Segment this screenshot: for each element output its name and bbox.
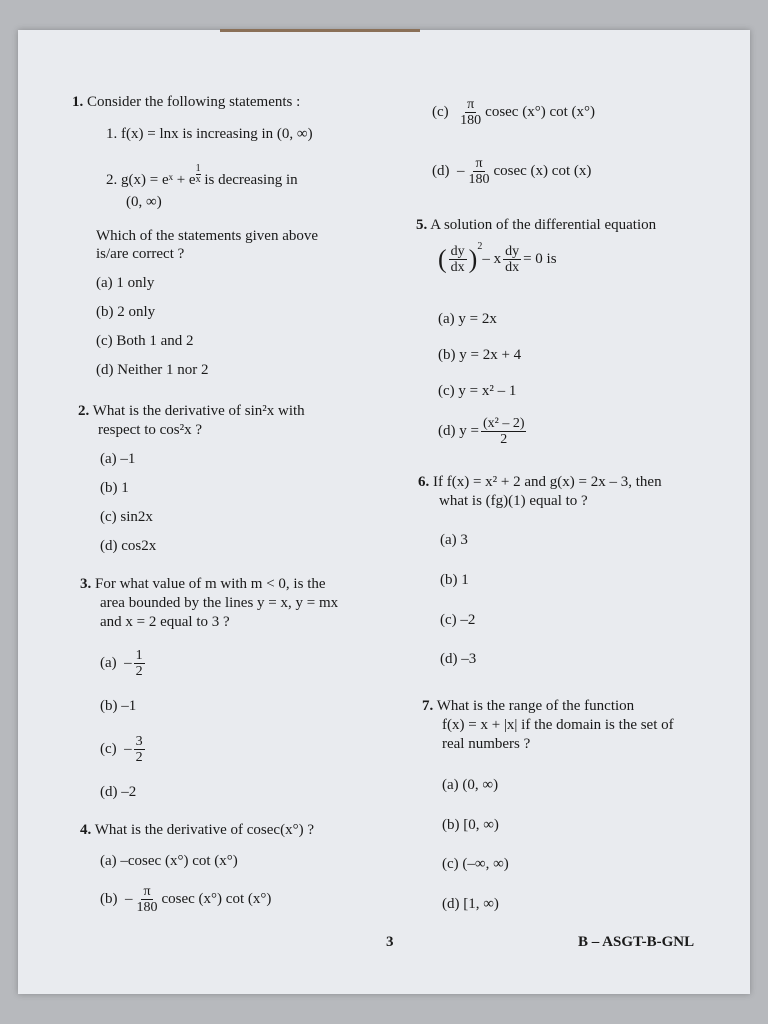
- question-number: 7.: [422, 698, 434, 714]
- option-c[interactable]: (c) $\frac{\pi}{180}$ cosec (x°) cot (x°): [432, 97, 596, 128]
- option-b[interactable]: (b) y = 2x + 4: [438, 347, 522, 363]
- fraction: $\frac{\pi}{180}$: [460, 97, 482, 128]
- page-number: 3: [386, 934, 394, 950]
- question-1: [72, 92, 300, 112]
- option-c[interactable]: (c) (–∞, ∞): [442, 856, 509, 872]
- question-7: [422, 696, 634, 716]
- question-6: [418, 472, 662, 492]
- question-stem: Consider the following statements :: [87, 94, 301, 110]
- option-d[interactable]: (d) [1, ∞): [442, 896, 499, 912]
- option-a[interactable]: (a) 1 only: [96, 275, 155, 291]
- option-a[interactable]: (a) –1: [100, 451, 136, 467]
- question-number: 6.: [418, 474, 430, 490]
- question-number: 5.: [416, 217, 428, 233]
- option-d[interactable]: (d) –2: [100, 784, 137, 800]
- fraction: $\frac{1}{2}$: [135, 648, 143, 679]
- question-number: 3.: [80, 576, 92, 592]
- option-b[interactable]: (b) [0, ∞): [442, 817, 499, 833]
- top-rule: [220, 29, 420, 32]
- question-number: 1.: [72, 94, 84, 110]
- fraction: $\frac{3}{2}$: [135, 734, 143, 765]
- question-stem-line-2: what is (fg)(1) equal to ?: [439, 493, 588, 509]
- question-stem-line-2: respect to cos²x ?: [98, 422, 203, 438]
- option-d[interactable]: (d) y = $\frac{\text{(x² – 2)}}{2}$: [438, 416, 525, 447]
- booklet-code: B – ASGT-B-GNL: [578, 934, 695, 950]
- question-stem-line-1: What is the range of the function: [436, 698, 635, 714]
- option-b[interactable]: (b) 1: [440, 572, 469, 588]
- question-5: [416, 215, 656, 235]
- option-c[interactable]: (c) y = x² – 1: [438, 383, 517, 399]
- question-stem-line-3: real numbers ?: [442, 736, 531, 752]
- question-4: [80, 820, 314, 840]
- question-stem: What is the derivative of cosec(x°) ?: [94, 822, 314, 838]
- option-c[interactable]: (c) – $\frac{3}{2}$: [100, 734, 143, 765]
- statement-2: 2. g(x) = eˣ + e $^{\frac{1}{x}}$ is decreasing in: [106, 163, 298, 188]
- option-a[interactable]: (a) 3: [440, 532, 468, 548]
- exponent-fraction: 1 x: [195, 163, 201, 185]
- question-ask-line-2: is/are correct ?: [96, 246, 185, 262]
- option-b[interactable]: (b) –1: [100, 698, 137, 714]
- option-d[interactable]: (d) Neither 1 nor 2: [96, 362, 209, 378]
- statement-1: 1. f(x) = lnx is increasing in (0, ∞): [106, 126, 313, 142]
- differential-equation: ( $\frac{dy}{dx}$ )$^2$– x $\frac{dy}{dx}$ = 0 is: [438, 240, 557, 275]
- question-stem-line-1: For what value of m with m < 0, is the: [95, 576, 326, 592]
- question-stem-line-3: and x = 2 equal to 3 ?: [100, 614, 230, 630]
- option-a[interactable]: (a) –cosec (x°) cot (x°): [100, 853, 238, 869]
- option-a[interactable]: (a) – $\frac{1}{2}$: [100, 648, 143, 679]
- option-d[interactable]: (d) –3: [440, 651, 477, 667]
- option-d[interactable]: (d) – $\frac{\pi}{180}$ cosec (x) cot (x): [432, 156, 592, 187]
- option-b[interactable]: (b) 1: [100, 480, 129, 496]
- option-b[interactable]: (b) 2 only: [96, 304, 156, 320]
- option-d[interactable]: (d) cos2x: [100, 538, 157, 554]
- fraction: $\frac{\pi}{180}$: [136, 884, 158, 915]
- option-c[interactable]: (c) sin2x: [100, 509, 153, 525]
- question-stem-line-2: f(x) = x + |x| if the domain is the set of: [442, 717, 674, 733]
- fraction: $\frac{\text{(x² – 2)}}{2}$: [482, 416, 525, 447]
- question-2: [78, 401, 305, 421]
- question-ask-line-1: Which of the statements given above: [96, 228, 319, 244]
- option-c[interactable]: (c) Both 1 and 2: [96, 333, 194, 349]
- fraction: $\frac{\pi}{180}$: [468, 156, 490, 187]
- option-c[interactable]: (c) –2: [440, 612, 476, 628]
- statement-2-domain: (0, ∞): [126, 194, 162, 210]
- question-stem: A solution of the differential equation: [430, 217, 657, 233]
- question-3: [80, 574, 326, 594]
- option-b[interactable]: (b) – $\frac{\pi}{180}$ cosec (x°) cot (x°): [100, 884, 272, 915]
- question-number: 4.: [80, 822, 92, 838]
- option-a[interactable]: (a) (0, ∞): [442, 777, 499, 793]
- question-stem-line-1: What is the derivative of sin²x with: [92, 403, 305, 419]
- question-number: 2.: [78, 403, 90, 419]
- option-a[interactable]: (a) y = 2x: [438, 311, 497, 327]
- question-stem-line-1: If f(x) = x² + 2 and g(x) = 2x – 3, then: [433, 474, 662, 490]
- question-stem-line-2: area bounded by the lines y = x, y = mx: [100, 595, 339, 611]
